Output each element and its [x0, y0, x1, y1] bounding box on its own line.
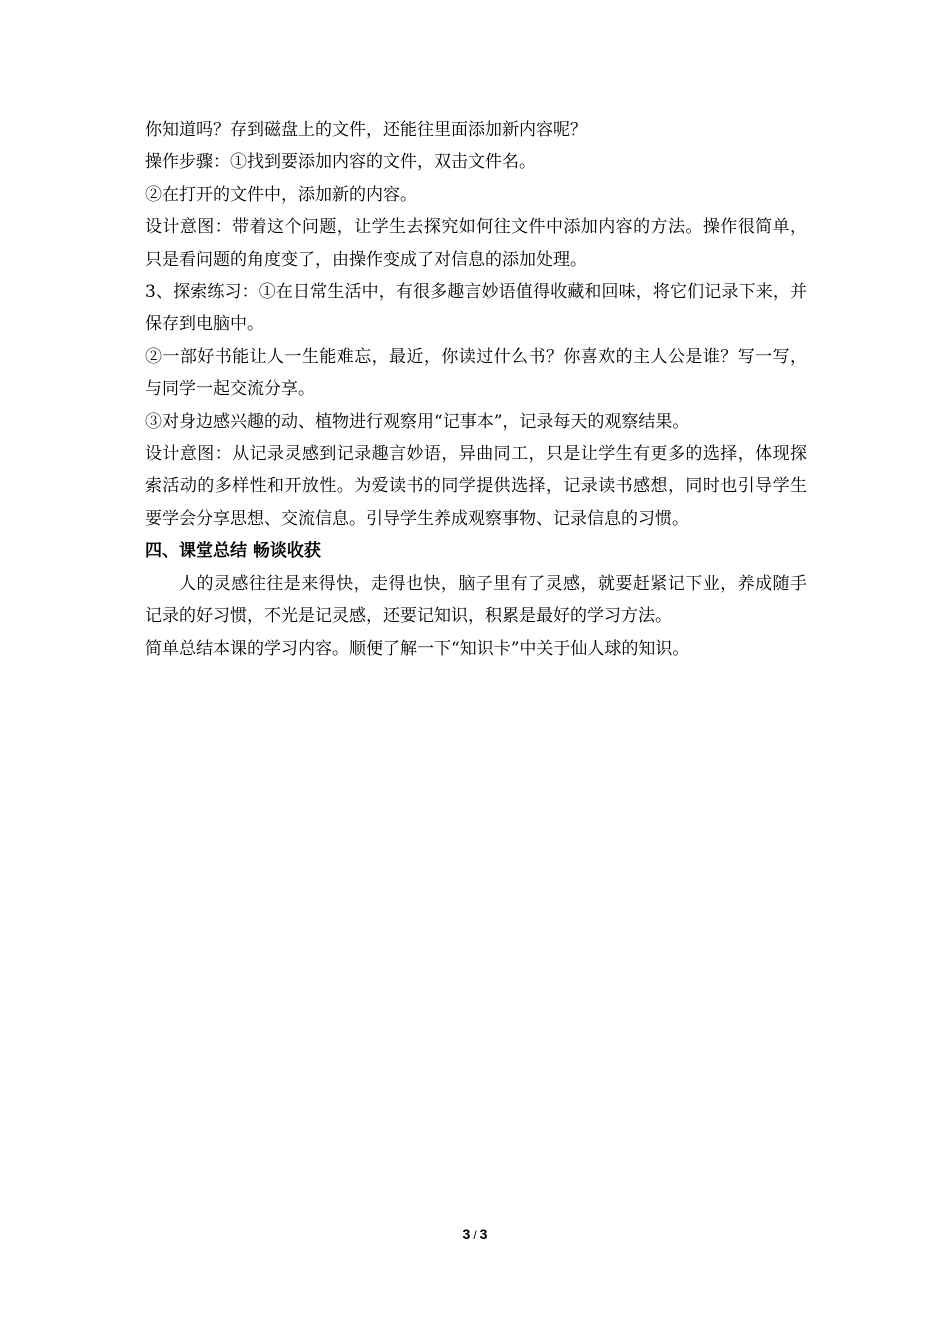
- summary-paragraph: 人的灵感往往是来得快，走得也快，脑子里有了灵感，就要赶紧记下业，养成随手记录的好习惯，不光是记灵感，还要记知识，积累是最好的学习方法。: [145, 573, 807, 627]
- page-separator: /: [473, 1228, 477, 1242]
- current-page: 3: [462, 1226, 471, 1242]
- operation-steps: 操作步骤：①找到要添加内容的文件，双击文件名。: [145, 152, 536, 173]
- document-body: [145, 114, 807, 665]
- design-intent-2: 设计意图：从记录灵感到记录趣言妙语，异曲同工，只是让学生有更多的选择，体现探索活动的多样性和开放性。为爱读书的同学提供选择，记录读书感想，同时也引导学生要学会分享思想、交流信息。引导学生养成观察事物、记录信息的习惯。: [145, 444, 807, 529]
- total-pages: 3: [479, 1226, 488, 1242]
- design-intent-1: 设计意图：带着这个问题，让学生去探究如何往文件中添加内容的方法。操作很简单，只是看问题的角度变了，由操作变成了对信息的添加处理。: [145, 217, 807, 270]
- exploration-item-2: ②一部好书能让人一生能难忘，最近，你读过什么书？你喜欢的主人公是谁？写一写，与同学一起交流分享。: [145, 346, 807, 400]
- section-heading: 四、课堂总结 畅谈收获: [145, 541, 321, 562]
- exploration-item-3: ③对身边感兴趣的动、植物进行观察用“记事本”，记录每天的观察结果。: [145, 411, 690, 432]
- page-number: [0, 1226, 950, 1242]
- exploration-exercise: 3、探索练习：①在日常生活中，有很多趣言妙语值得收藏和回味，将它们记录下来，并保存到电脑中。: [145, 282, 807, 335]
- operation-step-2: ②在打开的文件中，添加新的内容。: [145, 184, 417, 205]
- closing-paragraph: 简单总结本课的学习内容。顺便了解一下“知识卡”中关于仙人球的知识。: [145, 638, 690, 659]
- intro-question: 你知道吗？存到磁盘上的文件，还能往里面添加新内容呢？: [145, 120, 587, 140]
